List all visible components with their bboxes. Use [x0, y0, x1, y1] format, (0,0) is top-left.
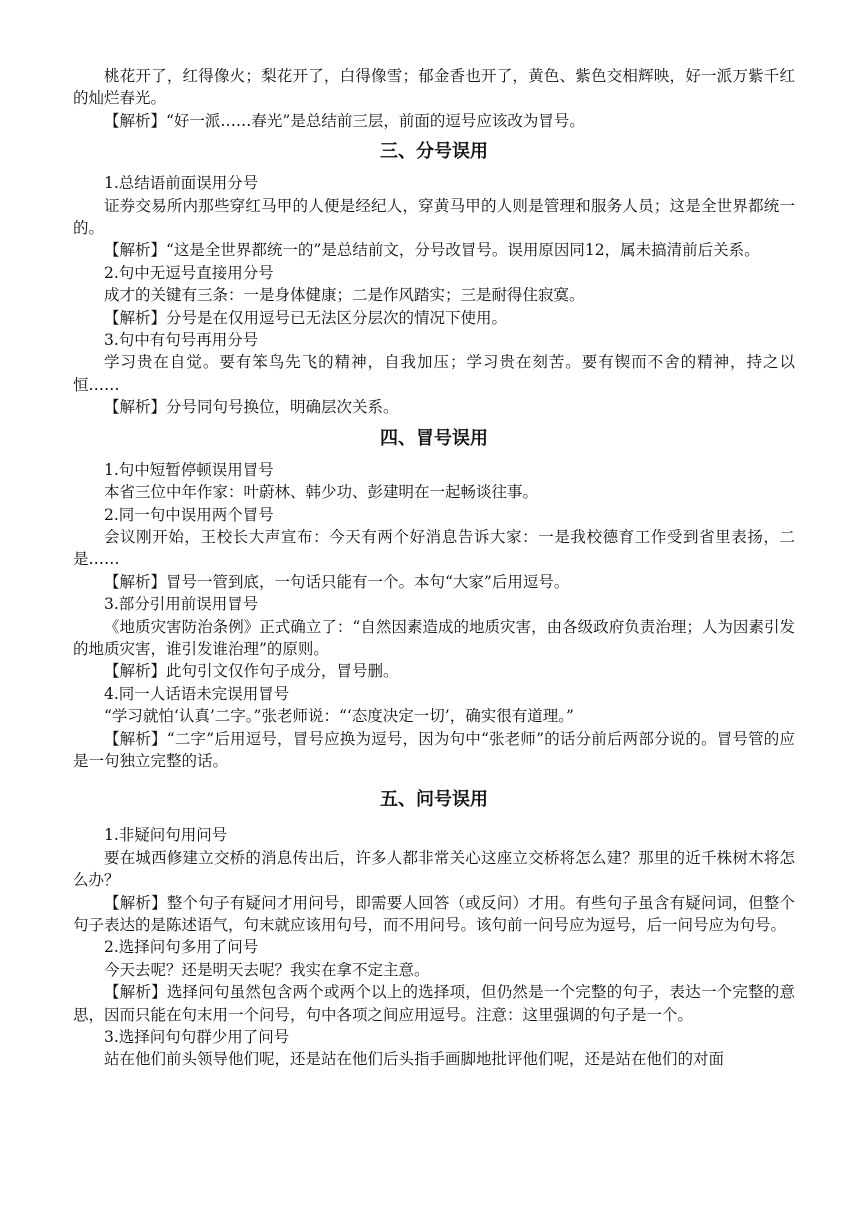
section-heading: 三、分号误用: [380, 141, 488, 163]
paragraph: 要在城西修建立交桥的消息传出后，许多人都非常关心这座立交桥将怎么建？那里的近千株树木将怎么办？: [73, 848, 795, 890]
subheading: 1.非疑问句用问号: [104, 826, 228, 845]
analysis-paragraph: 【解析】分号是在仅用逗号已无法区分层次的情况下使用。: [104, 308, 508, 327]
analysis-paragraph: 【解析】冒号一管到底，一句话只能有一个。本句“大家”后用逗号。: [104, 572, 570, 591]
paragraph: 站在他们前头领导他们呢，还是站在他们后头指手画脚地批评他们呢，还是站在他们的对面: [104, 1050, 725, 1069]
document-page: [73, 0, 795, 1071]
subheading: 1.句中短暂停顿误用冒号: [104, 460, 274, 479]
paragraph: “学习就怕‘认真’二字。”张老师说：“‘态度决定一切’，确实很有道理。”: [104, 707, 574, 726]
subheading: 2.句中无逗号直接用分号: [104, 263, 274, 282]
paragraph: 《地质灾害防治条例》正式确立了：“自然因素造成的地质灾害，由各级政府负责治理；人为因素引发的地质灾害，谁引发谁治理”的原则。: [73, 617, 795, 658]
analysis-paragraph: 【解析】“好一派……春光”是总结前三层，前面的逗号应该改为冒号。: [104, 111, 585, 130]
analysis-paragraph: 【解析】整个句子有疑问才用问号，即需要人回答（或反问）才用。有些句子虽含有疑问词，但整个句子表达的是陈述语气，句末就应该用句号，而不用问号。该句前一问号应为逗号，后一问号应为句号。: [73, 893, 795, 934]
subheading: 3.句中有句号再用分号: [104, 331, 259, 350]
subheading: 3.选择问句句群少用了问号: [104, 1028, 290, 1047]
analysis-paragraph: 【解析】此句引文仅作句子成分，冒号删。: [104, 662, 399, 681]
analysis-paragraph: 【解析】“这是全世界都统一的”是总结前文，分号改冒号。误用原因同12，属未搞清前后关系。: [104, 241, 760, 260]
paragraph: 证券交易所内那些穿红马甲的人便是经纪人，穿黄马甲的人则是管理和服务人员；这是全世界都统一的。: [73, 196, 795, 238]
paragraph: 学习贵在自觉。要有笨鸟先飞的精神，自我加压；学习贵在刻苦。要有锲而不舍的精神，持之以恒……: [73, 353, 795, 394]
section-heading: 四、冒号误用: [380, 427, 488, 449]
analysis-paragraph: 【解析】分号同句号换位，明确层次关系。: [104, 398, 399, 417]
subheading: 2.选择问句多用了问号: [104, 938, 259, 957]
analysis-paragraph: 【解析】选择问句虽然包含两个或两个以上的选择项，但仍然是一个完整的句子，表达一个完整的意思，因而只能在句末用一个问号，句中各项之间应用逗号。注意：这里强调的句子是一个。: [73, 983, 795, 1024]
paragraph: 桃花开了，红得像火；梨花开了，白得像雪；郁金香也开了，黄色、紫色交相辉映，好一派万紫千红的灿烂春光。: [73, 67, 795, 108]
subheading: 1.总结语前面误用分号: [104, 174, 259, 193]
paragraph: 本省三位中年作家：叶蔚林、韩少功、彭建明在一起畅谈往事。: [104, 483, 539, 502]
section-heading: 五、问号误用: [380, 789, 488, 811]
paragraph: 成才的关键有三条：一是身体健康；二是作风踏实；三是耐得住寂寞。: [104, 286, 585, 305]
paragraph: 今天去呢？还是明天去呢？我实在拿不定主意。: [104, 960, 430, 979]
analysis-paragraph: 【解析】“二字”后用逗号，冒号应换为逗号，因为句中“张老师”的话分前后两部分说的。冒号管的应是一句独立完整的话。: [73, 729, 795, 770]
subheading: 4.同一人话语未完误用冒号: [104, 684, 290, 703]
subheading: 3.部分引用前误用冒号: [104, 595, 259, 614]
paragraph: 会议刚开始，王校长大声宣布：今天有两个好消息告诉大家：一是我校德育工作受到省里表扬，二是……: [73, 527, 795, 569]
subheading: 2.同一句中误用两个冒号: [104, 505, 274, 524]
